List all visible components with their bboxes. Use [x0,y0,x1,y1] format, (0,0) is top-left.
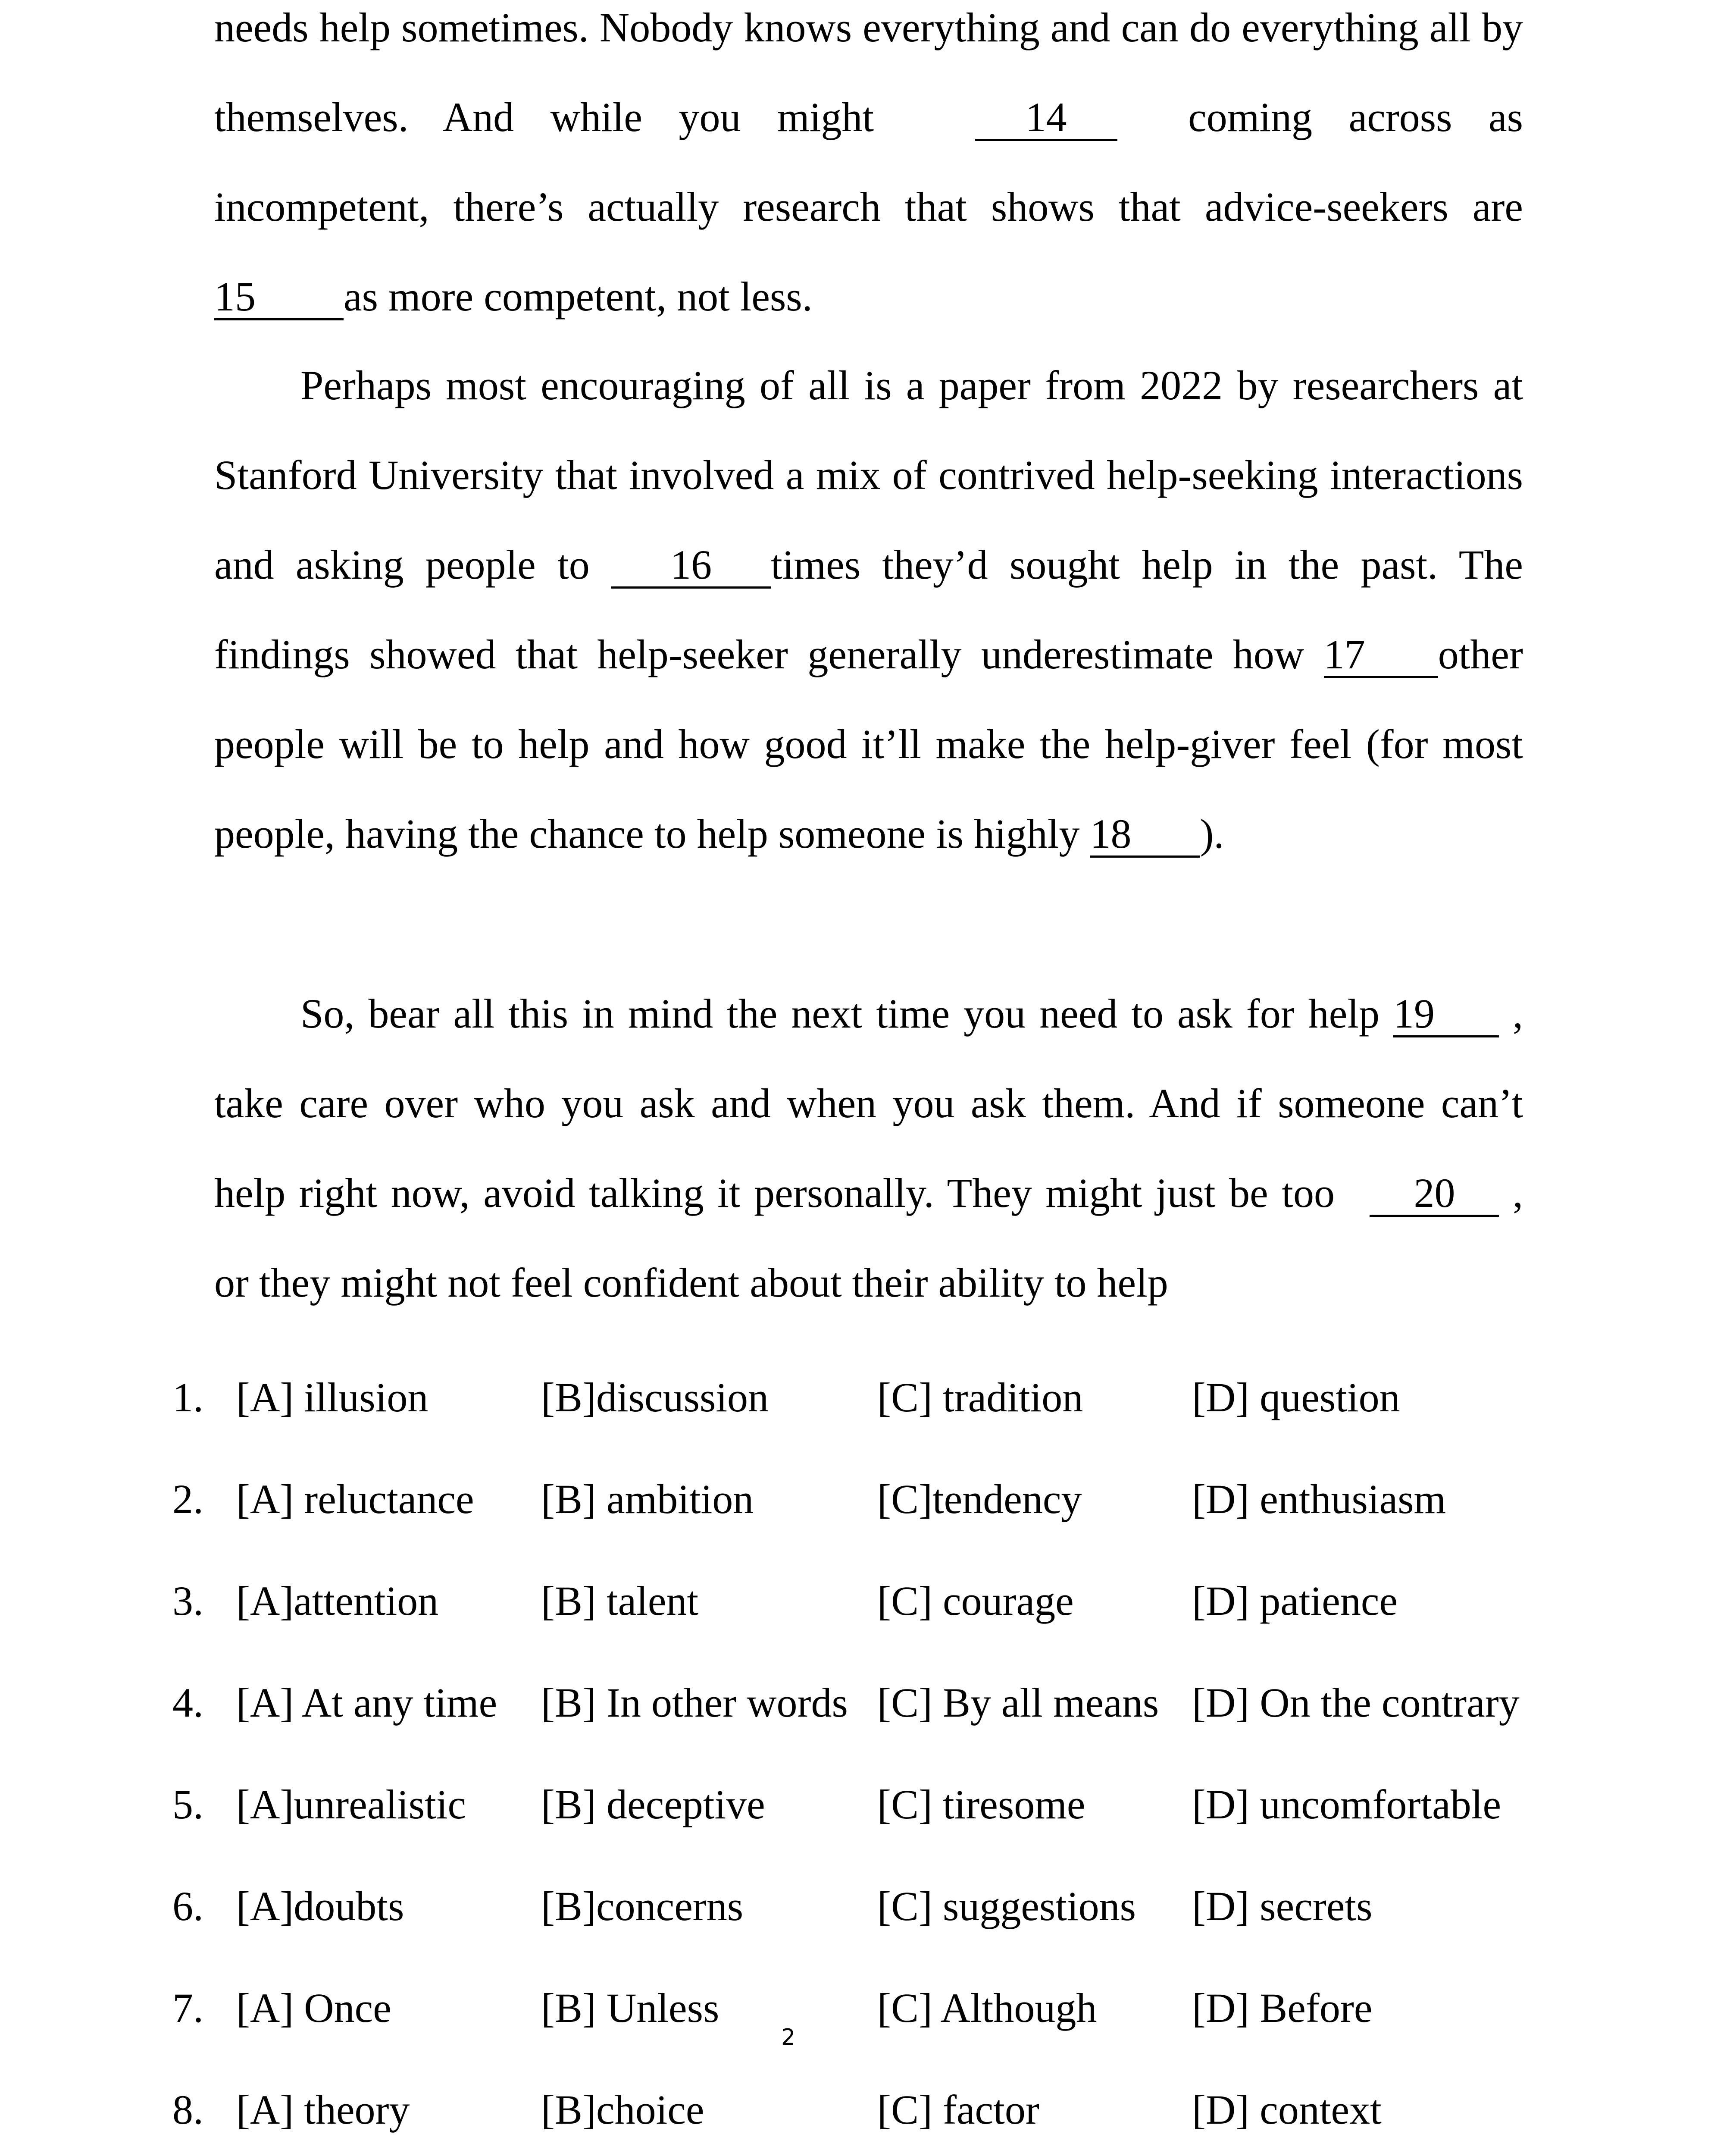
option-c: [C] courage [877,1578,1074,1624]
option-a: [A] reluctance [236,1476,474,1522]
question-number: 4. [172,1680,203,1726]
option-a: [A] At any time [236,1680,497,1726]
option-b: [B] ambition [541,1476,754,1522]
option-c: [C] Although [877,1985,1097,2031]
option-a: [A] illusion [236,1374,429,1420]
passage-paragraph-3 [214,969,1523,1328]
question-number: 3. [172,1578,203,1624]
blank-17: 17 [1324,633,1438,678]
question-number: 7. [172,1985,203,2031]
question-number: 8. [172,2087,203,2133]
passage-paragraph-2 [214,341,1523,879]
option-d: [D] secrets [1192,1883,1373,1929]
blank-14: 14 [975,96,1117,141]
option-b: [B]choice [541,2087,704,2133]
option-d: [D] context [1192,2087,1382,2133]
option-c: [C] factor [877,2087,1039,2133]
blank-15: 15 [214,275,344,320]
option-a: [A]doubts [236,1883,404,1929]
passage-text: Perhaps most encouraging of all is a paper from 2022 by researchers at Stanford University that involved a mix of contrived help-seeking interactions and asking people to [214,362,1523,588]
passage-paragraph-1 [214,0,1523,342]
passage-text: ). [1200,811,1224,857]
option-b: [B]discussion [541,1374,769,1420]
option-d: [D] uncomfortable [1192,1781,1501,1827]
option-b: [B] Unless [541,1985,719,2031]
option-c: [C] tradition [877,1374,1083,1420]
blank-19: 19 [1393,992,1499,1037]
passage-text: So, bear all this in mind the next time you need to ask for help [300,990,1394,1037]
blank-18: 18 [1090,812,1200,858]
blank-20: 20 [1370,1172,1499,1217]
option-d: [D] patience [1192,1578,1398,1624]
question-number: 1. [172,1374,203,1420]
page-number: 2 [781,2024,796,2050]
option-c: [C] By all means [877,1680,1159,1726]
passage-text: other people will be to help and how good it’ll make the help-giver feel (for most people, having the chance to help someone is highly [214,631,1523,857]
question-number: 2. [172,1476,203,1522]
passage-text: as more competent, not less. [344,273,813,320]
option-b: [B]concerns [541,1883,744,1929]
option-c: [C]tendency [877,1476,1082,1522]
option-d: [D] enthusiasm [1192,1476,1446,1522]
blank-16: 16 [611,543,771,589]
option-d: [D] Before [1192,1985,1373,2031]
option-b: [B] In other words [541,1680,848,1726]
question-number: 5. [172,1781,203,1827]
option-a: [A]unrealistic [236,1781,466,1827]
passage-text: , take care over who you ask and when you ask them. And if someone can’t help right now, avoid talking it personally. They might just be too [214,990,1523,1216]
option-d: [D] On the contrary [1192,1680,1520,1726]
option-b: [B] deceptive [541,1781,765,1827]
option-a: [A] Once [236,1985,391,2031]
option-a: [A]attention [236,1578,439,1624]
option-d: [D] question [1192,1374,1400,1420]
passage-text: times they’d sought help in the past. The findings showed that help-seeker generally underestimate how [214,542,1523,677]
option-c: [C] tiresome [877,1781,1085,1827]
option-b: [B] talent [541,1578,699,1624]
question-number: 6. [172,1883,203,1929]
option-a: [A] theory [236,2087,410,2133]
passage-text: coming across as incompetent, there’s actually research that shows that advice-seekers are [214,94,1523,230]
passage-text: , or they might not feel confident about their ability to help [214,1170,1523,1306]
option-c: [C] suggestions [877,1883,1136,1929]
passage-text: needs help sometimes. Nobody knows everything and can do everything all by themselves. And while you might [214,4,1523,140]
